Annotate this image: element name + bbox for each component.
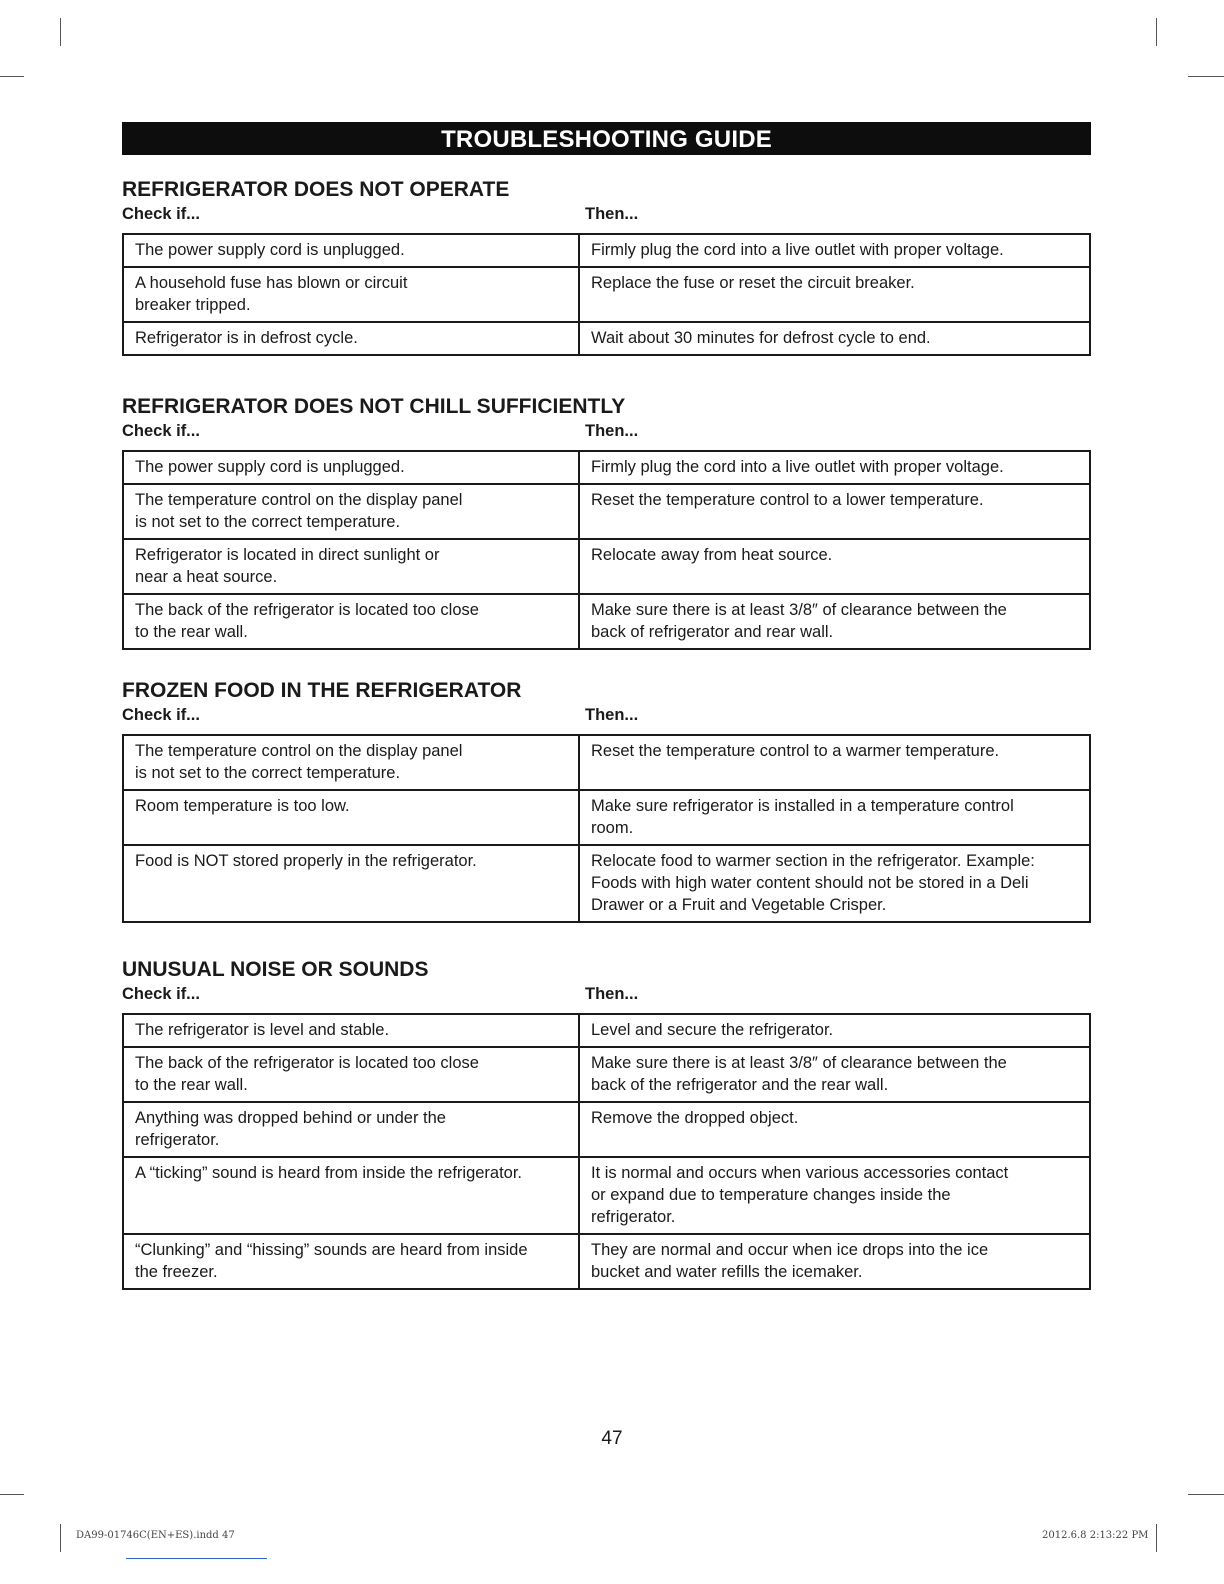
check-column-header: Check if... xyxy=(122,422,200,440)
table-row xyxy=(123,594,1090,649)
table-row xyxy=(123,1014,1090,1047)
check-cell xyxy=(123,322,579,355)
cell-text: back of refrigerator and rear wall. xyxy=(591,623,834,641)
check-column-header: Check if... xyxy=(122,706,200,724)
table-row xyxy=(123,845,1090,922)
crop-mark xyxy=(1188,76,1224,77)
cell-text: The temperature control on the display panel xyxy=(135,491,463,509)
then-cell xyxy=(579,1014,1090,1047)
cell-text: Make sure there is at least 3/8″ of clearance between the xyxy=(591,601,1007,619)
cell-text: Replace the fuse or reset the circuit breaker. xyxy=(591,274,915,292)
cell-text: bucket and water refills the icemaker. xyxy=(591,1263,863,1281)
cell-text: the freezer. xyxy=(135,1263,218,1281)
cell-text: Firmly plug the cord into a live outlet with proper voltage. xyxy=(591,241,1004,259)
then-cell xyxy=(579,1102,1090,1157)
check-column-header: Check if... xyxy=(122,985,200,1003)
page-number: 47 xyxy=(601,1428,623,1449)
cell-text: to the rear wall. xyxy=(135,623,248,641)
cell-text: Remove the dropped object. xyxy=(591,1109,799,1127)
cell-text: The refrigerator is level and stable. xyxy=(135,1021,390,1039)
cell-text: Make sure there is at least 3/8″ of clearance between the xyxy=(591,1054,1007,1072)
table-row xyxy=(123,790,1090,845)
cell-text: Reset the temperature control to a warmer temperature. xyxy=(591,742,1000,760)
cell-text: to the rear wall. xyxy=(135,1076,248,1094)
cell-text: Food is NOT stored properly in the refrigerator. xyxy=(135,852,477,870)
cell-text: It is normal and occurs when various accessories contact xyxy=(591,1164,1009,1182)
check-cell xyxy=(123,539,579,594)
table-row xyxy=(123,267,1090,322)
table-row xyxy=(123,539,1090,594)
cell-text: is not set to the correct temperature. xyxy=(135,764,401,782)
cell-text: Relocate food to warmer section in the refrigerator. Example: xyxy=(591,852,1035,870)
table-row xyxy=(123,1047,1090,1102)
section-unusual-noise xyxy=(122,958,1091,1290)
troubleshooting-table xyxy=(122,450,1091,650)
cell-text: Firmly plug the cord into a live outlet with proper voltage. xyxy=(591,458,1004,476)
column-headers xyxy=(122,202,1091,224)
then-cell xyxy=(579,735,1090,790)
then-cell xyxy=(579,1047,1090,1102)
table-row xyxy=(123,1102,1090,1157)
check-cell xyxy=(123,1047,579,1102)
table-row xyxy=(123,484,1090,539)
cell-text: They are normal and occur when ice drops into the ice xyxy=(591,1241,989,1259)
table-row xyxy=(123,451,1090,484)
footer-timestamp: 2012.6.8 2:13:22 PM xyxy=(1042,1530,1149,1541)
cell-text: is not set to the correct temperature. xyxy=(135,513,401,531)
check-cell xyxy=(123,735,579,790)
section-frozen-food xyxy=(122,679,1091,923)
section-does-not-operate xyxy=(122,178,1091,356)
then-cell xyxy=(579,451,1090,484)
then-column-header: Then... xyxy=(585,985,639,1003)
check-cell xyxy=(123,845,579,922)
check-cell xyxy=(123,1014,579,1047)
crop-mark xyxy=(1156,1524,1157,1552)
crop-mark xyxy=(1188,1494,1224,1495)
cell-text: breaker tripped. xyxy=(135,296,251,314)
check-cell xyxy=(123,234,579,267)
cell-text: Refrigerator is located in direct sunlight or xyxy=(135,546,440,564)
then-column-header: Then... xyxy=(585,205,639,223)
crop-mark xyxy=(60,18,61,46)
crop-mark xyxy=(60,1524,61,1552)
cell-text: Anything was dropped behind or under the xyxy=(135,1109,446,1127)
cell-text: The power supply cord is unplugged. xyxy=(135,458,405,476)
cell-text: refrigerator. xyxy=(135,1131,220,1149)
cell-text: Room temperature is too low. xyxy=(135,797,350,815)
cell-text: The temperature control on the display panel xyxy=(135,742,463,760)
cell-text: Foods with high water content should not be stored in a Deli xyxy=(591,874,1029,892)
check-cell xyxy=(123,451,579,484)
table-row xyxy=(123,735,1090,790)
cell-text: Wait about 30 minutes for defrost cycle to end. xyxy=(591,329,931,347)
footer-underline xyxy=(126,1558,267,1559)
then-cell xyxy=(579,790,1090,845)
cell-text: A household fuse has blown or circuit xyxy=(135,274,408,292)
then-column-header: Then... xyxy=(585,422,639,440)
check-cell xyxy=(123,484,579,539)
then-cell xyxy=(579,484,1090,539)
cell-text: Refrigerator is in defrost cycle. xyxy=(135,329,358,347)
check-column-header: Check if... xyxy=(122,205,200,223)
table-row xyxy=(123,1234,1090,1289)
check-cell xyxy=(123,267,579,322)
then-cell xyxy=(579,234,1090,267)
table-row xyxy=(123,322,1090,355)
then-cell xyxy=(579,539,1090,594)
crop-mark xyxy=(0,1494,24,1495)
cell-text: Make sure refrigerator is installed in a temperature control xyxy=(591,797,1014,815)
check-cell xyxy=(123,1157,579,1234)
cell-text: or expand due to temperature changes inside the xyxy=(591,1186,951,1204)
check-cell xyxy=(123,594,579,649)
cell-text: back of the refrigerator and the rear wall. xyxy=(591,1076,889,1094)
crop-mark xyxy=(1156,18,1157,46)
then-cell xyxy=(579,845,1090,922)
cell-text: “Clunking” and “hissing” sounds are heard from inside xyxy=(135,1241,528,1259)
cell-text: Level and secure the refrigerator. xyxy=(591,1021,834,1039)
check-cell xyxy=(123,790,579,845)
check-cell xyxy=(123,1102,579,1157)
page-title-banner: TROUBLESHOOTING GUIDE xyxy=(122,122,1091,155)
column-headers xyxy=(122,419,1091,441)
cell-text: A “ticking” sound is heard from inside the refrigerator. xyxy=(135,1164,523,1182)
cell-text: Drawer or a Fruit and Vegetable Crisper. xyxy=(591,896,887,914)
column-headers xyxy=(122,982,1091,1004)
cell-text: Relocate away from heat source. xyxy=(591,546,833,564)
then-cell xyxy=(579,267,1090,322)
troubleshooting-table xyxy=(122,734,1091,923)
then-cell xyxy=(579,1157,1090,1234)
section-title: FROZEN FOOD IN THE REFRIGERATOR xyxy=(122,679,522,702)
cell-text: Reset the temperature control to a lower temperature. xyxy=(591,491,984,509)
then-cell xyxy=(579,1234,1090,1289)
footer-file-name: DA99-01746C(EN+ES).indd 47 xyxy=(76,1530,235,1541)
column-headers xyxy=(122,703,1091,725)
then-cell xyxy=(579,594,1090,649)
cell-text: The power supply cord is unplugged. xyxy=(135,241,405,259)
table-row xyxy=(123,1157,1090,1234)
section-does-not-chill xyxy=(122,395,1091,650)
crop-mark xyxy=(0,76,24,77)
cell-text: near a heat source. xyxy=(135,568,278,586)
then-cell xyxy=(579,322,1090,355)
cell-text: room. xyxy=(591,819,634,837)
troubleshooting-table xyxy=(122,1013,1091,1290)
section-title: REFRIGERATOR DOES NOT OPERATE xyxy=(122,178,510,201)
cell-text: The back of the refrigerator is located too close xyxy=(135,1054,479,1072)
check-cell xyxy=(123,1234,579,1289)
troubleshooting-table xyxy=(122,233,1091,356)
cell-text: The back of the refrigerator is located too close xyxy=(135,601,479,619)
cell-text: refrigerator. xyxy=(591,1208,676,1226)
section-title: UNUSUAL NOISE OR SOUNDS xyxy=(122,958,429,981)
section-title: REFRIGERATOR DOES NOT CHILL SUFFICIENTLY xyxy=(122,395,626,418)
table-row xyxy=(123,234,1090,267)
then-column-header: Then... xyxy=(585,706,639,724)
